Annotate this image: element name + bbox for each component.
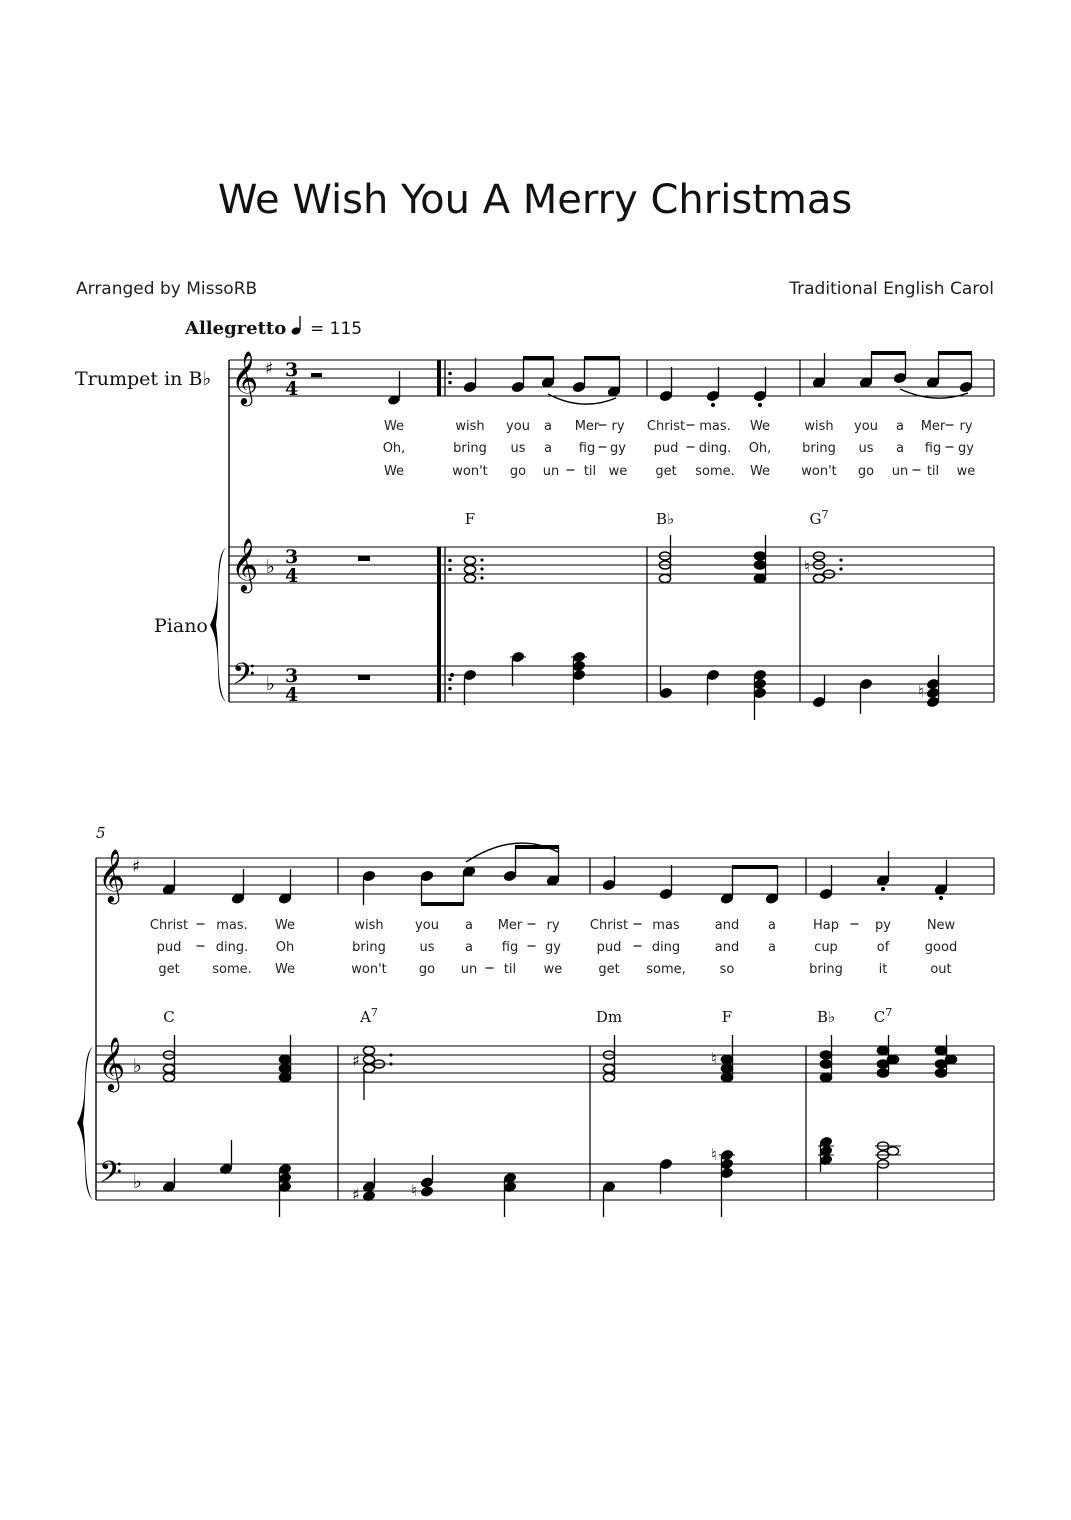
svg-text:3: 3 — [285, 359, 299, 381]
piano-bass-m7 — [602, 1145, 735, 1217]
lyric-syllable: Mer — [920, 419, 946, 434]
lyric-syllable: bring — [453, 441, 487, 456]
lyric-syllable: mas. — [699, 419, 731, 434]
repeat-start-barline — [437, 360, 452, 702]
svg-text:♯: ♯ — [352, 1185, 360, 1204]
lyric-syllable: some. — [212, 962, 252, 977]
lyric-syllable: py — [875, 918, 891, 933]
lyric-syllable: get — [598, 962, 620, 977]
lyric-syllable: so — [719, 962, 735, 977]
piano-treble-m8 — [820, 1035, 956, 1082]
half-rest — [311, 373, 322, 377]
lyric-syllable: We — [274, 962, 296, 977]
trumpet-label: Trumpet in B♭ — [75, 368, 212, 390]
system-2 — [77, 824, 994, 1217]
svg-text:4: 4 — [285, 565, 299, 587]
lyric-syllable: get — [158, 962, 180, 977]
chord-symbol: $C^7$ — [873, 1006, 893, 1026]
sharp-icon: ♯ — [132, 857, 141, 877]
svg-text:♮: ♮ — [918, 682, 924, 701]
lyric-syllable: and — [714, 940, 740, 955]
lyric-syllable: Mer — [497, 918, 523, 933]
lyric-syllable: a — [544, 441, 552, 456]
lyric-syllable: a — [768, 940, 776, 955]
piano-treble-m5 — [163, 1035, 290, 1082]
chord-symbol: F — [721, 1008, 733, 1026]
lyric-syllable: We — [383, 464, 405, 479]
lyric-syllable: Hap — [813, 918, 839, 933]
chord-symbol: $A^7$ — [360, 1006, 378, 1026]
arranger-credit: Arranged by MissoRB — [76, 279, 258, 299]
quarter-note-icon — [291, 316, 302, 336]
lyric-syllable: get — [655, 464, 677, 479]
svg-text:♮: ♮ — [804, 557, 810, 576]
lyric-syllable: pud — [156, 940, 182, 955]
lyric-syllable: pud — [653, 441, 679, 456]
lyric-syllable: til — [503, 962, 517, 977]
lyric-syllable: go — [857, 464, 875, 479]
lyric-syllable: won't — [351, 962, 387, 977]
lyric-syllable: gy — [545, 940, 561, 955]
lyric-syllable: a — [768, 918, 776, 933]
piano-treble-m3 — [804, 552, 843, 583]
brace-icon — [210, 547, 226, 702]
lyric-syllable: some. — [695, 464, 735, 479]
note — [387, 371, 401, 406]
lyric-syllable: we — [608, 464, 628, 479]
lyric-syllable: of — [876, 940, 890, 955]
lyric-syllable: wish — [354, 918, 384, 933]
lyric-syllable: Christ — [589, 918, 629, 933]
lyrics-system-1 — [383, 419, 976, 479]
lyric-syllable: you — [415, 918, 439, 933]
svg-text:3: 3 — [285, 665, 299, 687]
trumpet-m1-notes — [463, 356, 621, 404]
whole-rest — [358, 556, 370, 561]
system-1 — [210, 350, 994, 720]
lyric-syllable: Oh, — [382, 441, 406, 456]
lyric-syllable: you — [506, 419, 530, 434]
trumpet-m7-notes — [602, 856, 779, 904]
tempo-marking: Allegretto — [185, 318, 287, 339]
chord-symbols-system-1 — [465, 508, 829, 528]
treble-clef-icon: 𝄞 — [98, 848, 126, 902]
trumpet-m6-notes — [362, 843, 560, 906]
lyric-syllable: We — [749, 419, 771, 434]
lyric-syllable: us — [510, 441, 526, 456]
piano-treble-m7 — [603, 1035, 732, 1082]
brace-icon — [77, 1046, 93, 1200]
lyric-syllable: pud — [596, 940, 622, 955]
lyric-syllable: We — [749, 464, 771, 479]
measure-number: 5 — [96, 824, 106, 842]
lyric-syllable: mas. — [216, 918, 248, 933]
bass-clef-icon: 𝄢 — [99, 1156, 123, 1197]
bass-clef-icon: 𝄢 — [232, 658, 256, 699]
lyric-syllable: a — [465, 918, 473, 933]
piano-treble-staff-1 — [229, 547, 994, 583]
lyric-syllable: til — [583, 464, 597, 479]
lyric-syllable: un — [542, 464, 560, 479]
piano-treble-staff-2 — [96, 1046, 994, 1082]
chord-symbol: B♭ — [816, 1008, 836, 1026]
treble-clef-icon: 𝄞 — [231, 350, 259, 404]
chord-symbols-system-2 — [163, 1006, 892, 1026]
lyric-syllable: ding. — [215, 940, 249, 955]
flat-icon: ♭ — [266, 673, 275, 695]
lyric-syllable: Oh — [275, 940, 295, 955]
piano-bass-m8 — [818, 1136, 901, 1200]
lyric-syllable: won't — [801, 464, 837, 479]
barlines — [338, 858, 994, 1200]
lyric-syllable: us — [858, 441, 874, 456]
trumpet-m3-notes — [812, 351, 973, 398]
chord-symbol: $G^7$ — [809, 508, 829, 528]
lyric-syllable: Mer — [574, 419, 600, 434]
svg-text:3: 3 — [285, 546, 299, 568]
svg-text:♯: ♯ — [352, 1051, 360, 1070]
lyric-syllable: it — [878, 962, 888, 977]
lyric-syllable: we — [543, 962, 563, 977]
trumpet-staff-2 — [96, 858, 994, 894]
lyric-syllable: us — [419, 940, 435, 955]
lyric-syllable: a — [896, 419, 904, 434]
lyric-syllable: New — [926, 918, 956, 933]
lyric-syllable: mas — [652, 918, 680, 933]
treble-clef-icon: 𝄞 — [231, 537, 259, 591]
svg-text:4: 4 — [285, 684, 299, 706]
time-signature-piano-bass — [285, 665, 298, 706]
tempo-value: = 115 — [310, 319, 363, 339]
piano-treble-m1 — [464, 557, 483, 583]
lyric-syllable: a — [544, 419, 552, 434]
lyric-syllable: we — [956, 464, 976, 479]
piano-bass-m5 — [162, 1140, 291, 1217]
chord-symbol: C — [163, 1008, 175, 1026]
time-signature-piano-treble — [285, 546, 298, 587]
piano-treble-m2 — [659, 535, 765, 583]
lyric-syllable: go — [509, 464, 527, 479]
flat-icon: ♭ — [133, 1055, 142, 1077]
lyric-syllable: fig — [501, 940, 519, 955]
lyric-syllable: you — [854, 419, 878, 434]
lyric-syllable: un — [460, 962, 478, 977]
flat-icon: ♭ — [133, 1171, 142, 1193]
flat-icon: ♭ — [266, 556, 275, 578]
chord-symbol: B♭ — [655, 510, 675, 528]
lyric-syllable: ry — [959, 419, 973, 434]
lyric-syllable: Christ — [646, 419, 686, 434]
piano-bass-m1 — [450, 651, 587, 705]
barlines — [647, 360, 994, 702]
lyric-syllable: We — [274, 918, 296, 933]
lyric-syllable: wish — [804, 419, 834, 434]
lyric-syllable: out — [930, 962, 952, 977]
lyric-syllable: wish — [455, 419, 485, 434]
lyric-syllable: a — [896, 441, 904, 456]
lyric-syllable: good — [924, 940, 958, 955]
lyric-syllable: bring — [352, 940, 386, 955]
page-title: We Wish You A Merry Christmas — [217, 177, 853, 223]
svg-text:♮: ♮ — [411, 1181, 417, 1200]
lyric-syllable: fig — [578, 441, 596, 456]
lyric-syllable: til — [926, 464, 940, 479]
lyric-syllable: fig — [924, 441, 942, 456]
svg-text:♮: ♮ — [711, 1049, 717, 1068]
time-signature-trumpet — [285, 359, 298, 400]
lyric-syllable: ry — [546, 918, 560, 933]
piano-label: Piano — [154, 615, 208, 637]
lyric-syllable: ding. — [698, 441, 732, 456]
sharp-icon: ♯ — [265, 359, 274, 379]
lyric-syllable: won't — [452, 464, 488, 479]
whole-rest — [358, 675, 370, 680]
lyric-syllable: bring — [809, 962, 843, 977]
lyric-syllable: un — [891, 464, 909, 479]
lyric-syllable: a — [465, 940, 473, 955]
lyric-syllable: cup — [814, 940, 838, 955]
lyric-syllable: gy — [610, 441, 626, 456]
lyric-syllable: Oh, — [748, 441, 772, 456]
lyric-syllable: gy — [958, 441, 974, 456]
lyric-syllable: some, — [646, 962, 686, 977]
lyrics-system-2 — [150, 918, 957, 977]
chord-symbol: F — [464, 510, 476, 528]
lyric-syllable: ding — [651, 940, 681, 955]
svg-text:♮: ♮ — [711, 1145, 717, 1164]
lyric-syllable: We — [383, 419, 405, 434]
lyric-syllable: go — [418, 962, 436, 977]
lyric-syllable: ry — [611, 419, 625, 434]
lyric-syllable: Christ — [149, 918, 189, 933]
svg-text:4: 4 — [285, 378, 299, 400]
piano-bass-staff-1 — [229, 666, 994, 702]
treble-clef-icon: 𝄞 — [98, 1036, 126, 1090]
chord-symbol: Dm — [595, 1008, 623, 1026]
lyric-syllable: and — [714, 918, 740, 933]
lyric-syllable: bring — [802, 441, 836, 456]
composer-credit: Traditional English Carol — [789, 279, 994, 299]
